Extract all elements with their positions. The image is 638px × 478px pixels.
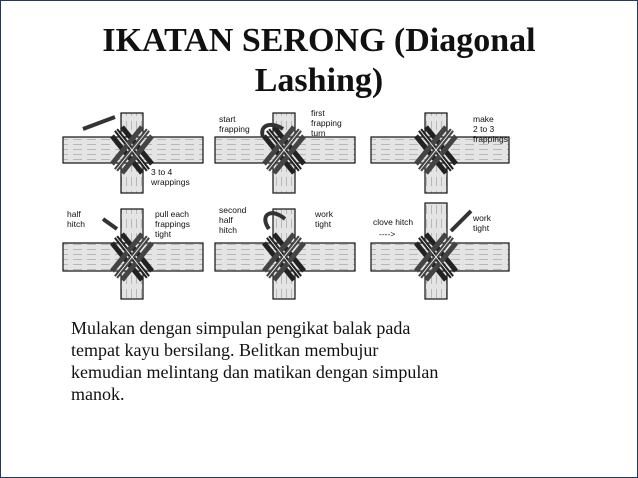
label-tight-2: tight	[315, 219, 332, 229]
label-frapping: frapping	[219, 124, 250, 134]
panel-5	[215, 205, 355, 299]
caption-line-2: tempat kayu bersilang. Belitkan membujur	[71, 340, 379, 360]
panel-3	[371, 113, 509, 193]
title-line-2: Lashing)	[254, 62, 384, 99]
panel-1	[63, 113, 203, 193]
label-hitch-2: hitch	[219, 225, 237, 235]
label-arrow: ---->	[379, 229, 396, 239]
panel-6	[371, 203, 509, 299]
title-line-1: IKATAN SERONG (Diagonal	[102, 22, 536, 59]
label-tight: tight	[155, 229, 172, 239]
label-frappings-2: frappings	[155, 219, 190, 229]
label-hitch: hitch	[67, 219, 85, 229]
label-pull-each: pull each	[155, 209, 190, 219]
slide-title	[41, 21, 597, 101]
caption-line-4: manok.	[71, 384, 125, 404]
label-clove-hitch: clove hitch	[373, 217, 414, 227]
caption-text	[71, 317, 541, 405]
label-frapping-2: frapping	[311, 118, 342, 128]
label-half-2: half	[219, 215, 233, 225]
label-half: half	[67, 209, 81, 219]
label-3-to-4: 3 to 4	[151, 167, 173, 177]
label-turn: turn	[311, 128, 326, 138]
panel-2	[215, 108, 355, 193]
caption-line-3: kemudian melintang dan matikan dengan simpulan	[71, 362, 439, 382]
label-frappings: frappings	[473, 134, 508, 144]
rope-end	[451, 211, 471, 231]
label-tight-3: tight	[473, 223, 490, 233]
label-first: first	[311, 108, 325, 118]
caption-line-1: Mulakan dengan simpulan pengikat balak pada	[71, 318, 411, 338]
panel-4	[63, 209, 203, 299]
rope-end	[103, 219, 117, 229]
label-wrappings: wrappings	[151, 177, 190, 187]
label-2-to-3: 2 to 3	[473, 124, 495, 134]
label-make: make	[473, 114, 494, 124]
label-start: start	[219, 114, 236, 124]
horizontal-pole	[371, 243, 509, 271]
rope-end	[83, 117, 115, 129]
label-work-2: work	[473, 213, 491, 223]
diagonal-lashing-illustration	[59, 107, 513, 303]
label-second: second	[219, 205, 247, 215]
label-work: work	[315, 209, 333, 219]
